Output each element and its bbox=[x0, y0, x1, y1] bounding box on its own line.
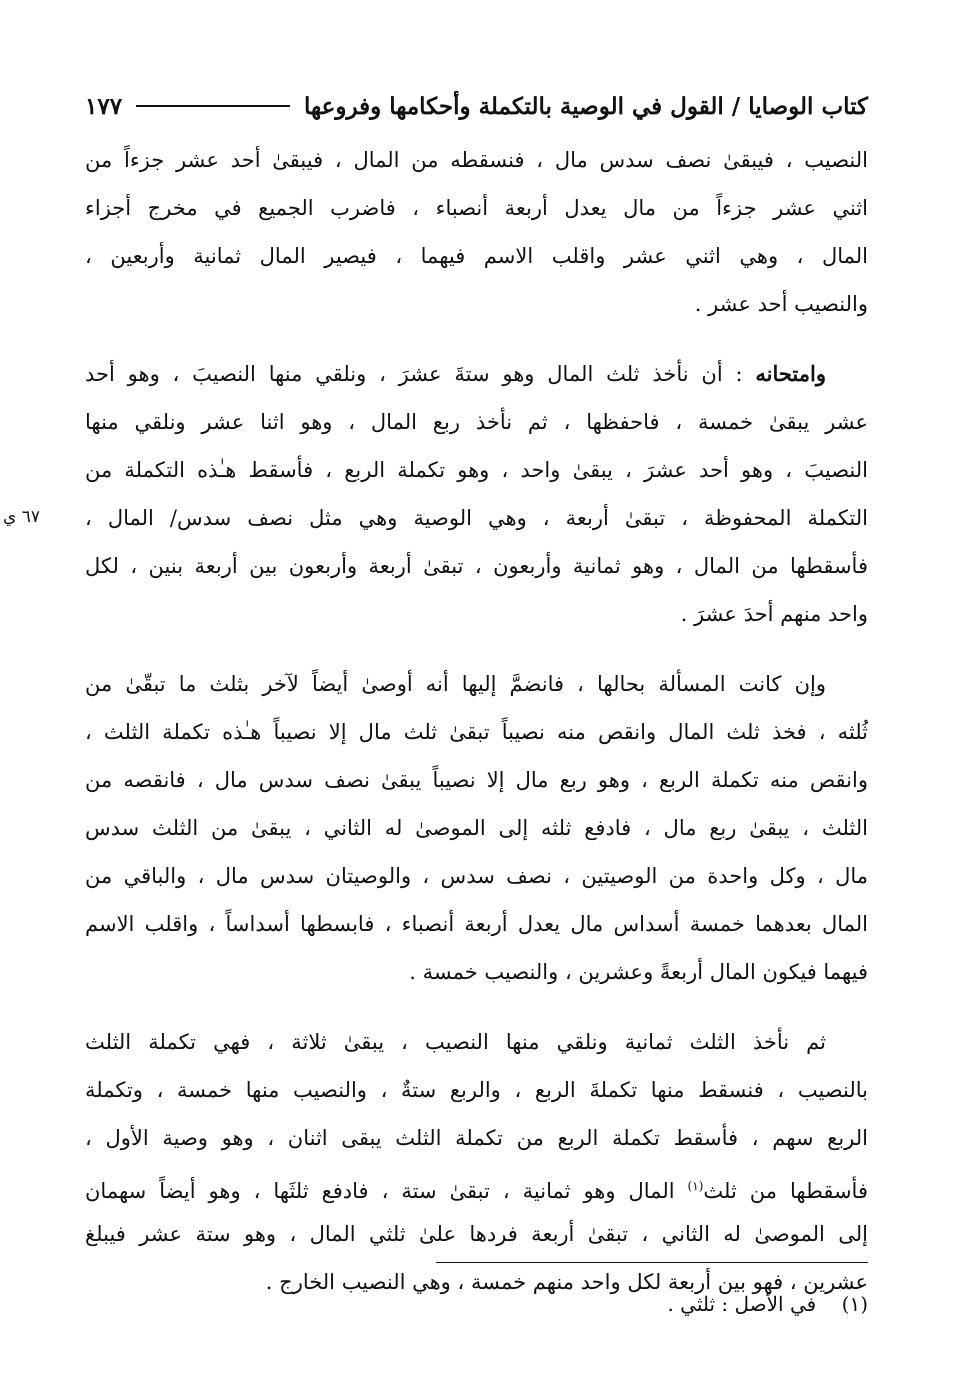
paragraph-2 bbox=[3, 350, 868, 638]
footnote-text: في الأصل : ثلثي . bbox=[667, 1292, 817, 1316]
text-line: المال بعدهما خمسة أسداس مال يعدل أربعة أنصباء ، فابسطها أسداساً ، واقلب الاسم bbox=[85, 912, 868, 936]
text-line: فيهما فيكون المال أربعةً وعشرين ، والنصيب خمسة . bbox=[409, 960, 868, 984]
text-line: ثم نأخذ الثلث ثمانية ونلقي منها النصيب ، يبقىٰ ثلاثة ، فهي تكملة الثلث bbox=[85, 1030, 826, 1054]
text-line: ثُلثه ، فخذ ثلث المال وانقص منه نصيباً تبقىٰ ثلث مال إلا نصيباً هـٰذه تكملة الثلث ، bbox=[85, 720, 868, 744]
footnote-reference: (١) bbox=[687, 1179, 704, 1193]
page-number: ١٧٧ bbox=[85, 92, 123, 120]
text-line bbox=[85, 350, 868, 398]
paragraph-3 bbox=[85, 660, 868, 996]
text-line: والنصيب أحد عشر . bbox=[694, 292, 868, 316]
text-line: واحد منهم أحدَ عشرَ . bbox=[680, 602, 868, 626]
text-line: وانقص منه تكملة الربع ، وهو ربع مال إلا نصيباً يبقىٰ نصف سدس مال ، فانقصه من bbox=[85, 768, 868, 792]
text-line: مال ، وكل واحدة من الوصيتين ، نصف سدس ، والوصيتان سدس مال ، والباقي من bbox=[85, 864, 868, 888]
text-line: المال ، وهي اثني عشر واقلب الاسم فيهما ، فيصير المال ثمانية وأربعين ، bbox=[85, 244, 868, 268]
text-line: الربع سهم ، فأسقط تكملة الربع من تكملة الثلث يبقى اثنان ، وهو وصية الأول ، bbox=[85, 1126, 868, 1150]
text-line: إلى الموصىٰ له الثاني ، تبقىٰ أربعة فردها علىٰ ثلثي المال ، وهو ستة عشر فيبلغ bbox=[85, 1222, 868, 1246]
footnote bbox=[85, 1292, 868, 1316]
text-line-rest: : أن نأخذ ثلث المال وهو ستةَ عشرَ ، ونلقي منها النصيبَ ، وهو أحد bbox=[85, 362, 756, 386]
text-line: اثني عشر جزءاً من مال يعدل أربعة أنصباء ، فاضرب الجميع في مخرج أجزاء bbox=[85, 196, 868, 220]
text-line: عشرين ، فهو بين أربعة لكل واحد منهم خمسة ، وهي النصيب الخارج . bbox=[265, 1270, 868, 1294]
paragraph-keyword: وامتحانه bbox=[755, 361, 826, 386]
chapter-title: كتاب الوصايا / القول في الوصية بالتكملة وأحكامها وفروعها bbox=[304, 92, 868, 120]
text-line: عشر يبقىٰ خمسة ، فاحفظها ، ثم نأخذ ربع المال ، وهو اثنا عشر ونلقي منها bbox=[85, 410, 868, 434]
text-line: وإن كانت المسألة بحالها ، فانضمَّ إليها أنه أوصىٰ أيضاً لآخر بثلث ما تبقّىٰ من bbox=[85, 672, 826, 696]
main-text bbox=[3, 136, 868, 1328]
text-line: التكملة المحفوظة ، تبقىٰ أربعة ، وهي الوصية وهي مثل نصف سدس/ المال ، bbox=[85, 506, 868, 530]
text-line: الثلث ، يبقىٰ ربع مال ، فادفع ثلثه إلى الموصىٰ له الثاني ، يبقىٰ من الثلث سدس bbox=[85, 816, 868, 840]
text-line: بالنصيب ، فنسقط منها تكملةَ الربع ، والربع ستةٌ ، والنصيب منها خمسة ، وتكملة bbox=[85, 1078, 868, 1102]
text-line: النصيبَ ، وهو أحد عشرَ ، يبقىٰ واحد ، وهو تكملة الربع ، فأسقط هـٰذه التكملة من bbox=[85, 458, 868, 482]
text-line: فأسقطها من المال ، وهو ثمانية وأربعون ، تبقىٰ أربعة وأربعون بين أربعة بنين ، لكل bbox=[85, 554, 868, 578]
text-line: النصيب ، فيبقىٰ نصف سدس مال ، فنسقطه من المال ، فيبقىٰ أحد عشر جزءاً من bbox=[85, 148, 868, 172]
footnote-separator bbox=[436, 1262, 868, 1263]
text-line: فأسقطها من ثلث$^{(١)}$ المال وهو ثمانية ، تبقىٰ ستة ، فادفع ثلثَها ، وهو أيضاً سهمان bbox=[85, 1179, 868, 1203]
footnote-number: (١) bbox=[841, 1292, 868, 1316]
manuscript-folio-note: ٦٧ ي bbox=[3, 507, 40, 527]
paragraph-1 bbox=[85, 136, 868, 328]
header-rule bbox=[136, 105, 290, 107]
running-header bbox=[85, 86, 868, 126]
